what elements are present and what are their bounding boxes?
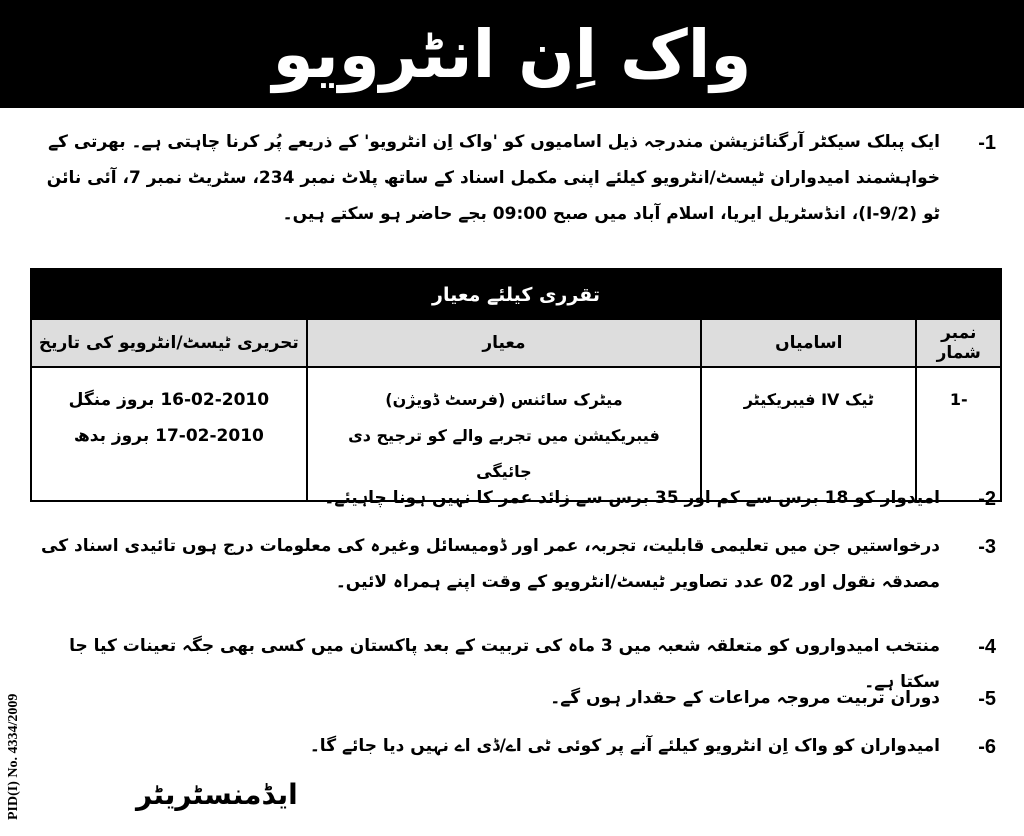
cell-sno: -1: [916, 367, 1000, 500]
column-header-sno: نمبر شمار: [916, 320, 1000, 367]
item-text: منتخب امیدواروں کو متعلقہ شعبہ میں 3 ماہ کی تربیت کے بعد پاکستان میں کسی بھی جگہ تعینات کیا جا سکتا ہے۔: [69, 636, 940, 692]
item-number: -6: [978, 736, 996, 758]
date-value: 17-02-2010: [155, 426, 264, 446]
table-heading: تقرری کیلئے معیار: [32, 270, 1000, 320]
item-text: ایک پبلک سیکٹر آرگنائزیشن مندرجہ ذیل اسامیوں کو 'واک اِن انٹرویو' کے ذریعے پُر کرنا چاہتی ہے۔ بھرتی کے خواہشمند امیدواران ٹیسٹ/انٹرویو کیلئے اپنی مکمل اسناد کے ساتھ پلاٹ نمبر 234، سٹریٹ نمبر 7، آئی نائن ٹو (I-9/2)، انڈسٹریل ایریا، اسلام آباد میں صبح 09:00 بجے حاضر ہو سکتے ہیں۔: [46, 132, 940, 224]
item-number: -3: [978, 536, 996, 558]
day-value: بروز منگل: [68, 390, 155, 410]
table-header-row: [32, 320, 1000, 367]
date-line-2: [42, 418, 296, 454]
page-title: واک اِن انٹرویو: [272, 15, 752, 93]
column-header-date: تحریری ٹیسٹ/انٹرویو کی تاریخ: [32, 320, 307, 367]
item-text: امیدواران کو واک اِن انٹرویو کیلئے آنے پر کوئی ٹی اے/ڈی اے نہیں دیا جائے گا۔: [309, 736, 940, 756]
item-text: امیدوار کو 18 برس سے کم اور 35 برس سے زائد عمر کا نہیں ہونا چاہیئے۔: [324, 488, 940, 508]
date-line-1: [42, 382, 296, 418]
item-number: -2: [978, 488, 996, 510]
item-number: -1: [978, 132, 996, 154]
cell-post: ٹیک IV فیبریکیٹر: [701, 367, 916, 500]
criteria-line-1: میٹرک سائنس (فرسٹ ڈویژن): [385, 390, 623, 409]
item-text: دوران تربیت مروجہ مراعات کے حقدار ہوں گے۔: [550, 688, 940, 708]
column-header-post: اسامیاں: [701, 320, 916, 367]
header-band: [0, 0, 1024, 108]
item-text: درخواستیں جن میں تعلیمی قابلیت، تجربہ، عمر اور ڈومیسائل وغیرہ کی معلومات درج ہوں تائیدی اسناد کی مصدقہ نقول اور 02 عدد تصاویر ٹیسٹ/انٹرویو کے وقت اپنے ہمراہ لائیں۔: [41, 536, 940, 592]
publication-id: PID(I) No. 4334/2009: [6, 693, 21, 820]
item-number: -4: [978, 636, 996, 658]
column-header-criteria: معیار: [307, 320, 701, 367]
day-value: بروز بدھ: [73, 426, 150, 446]
criteria-line-2: فیبریکیشن میں تجربے والے کو ترجیح دی جائیگی: [348, 426, 660, 481]
date-value: 16-02-2010: [160, 390, 270, 410]
criteria-grid: [32, 320, 1000, 500]
criteria-table: [30, 268, 1002, 502]
item-number: -5: [978, 688, 996, 710]
signature: ایڈمنسٹریٹر: [136, 778, 298, 811]
